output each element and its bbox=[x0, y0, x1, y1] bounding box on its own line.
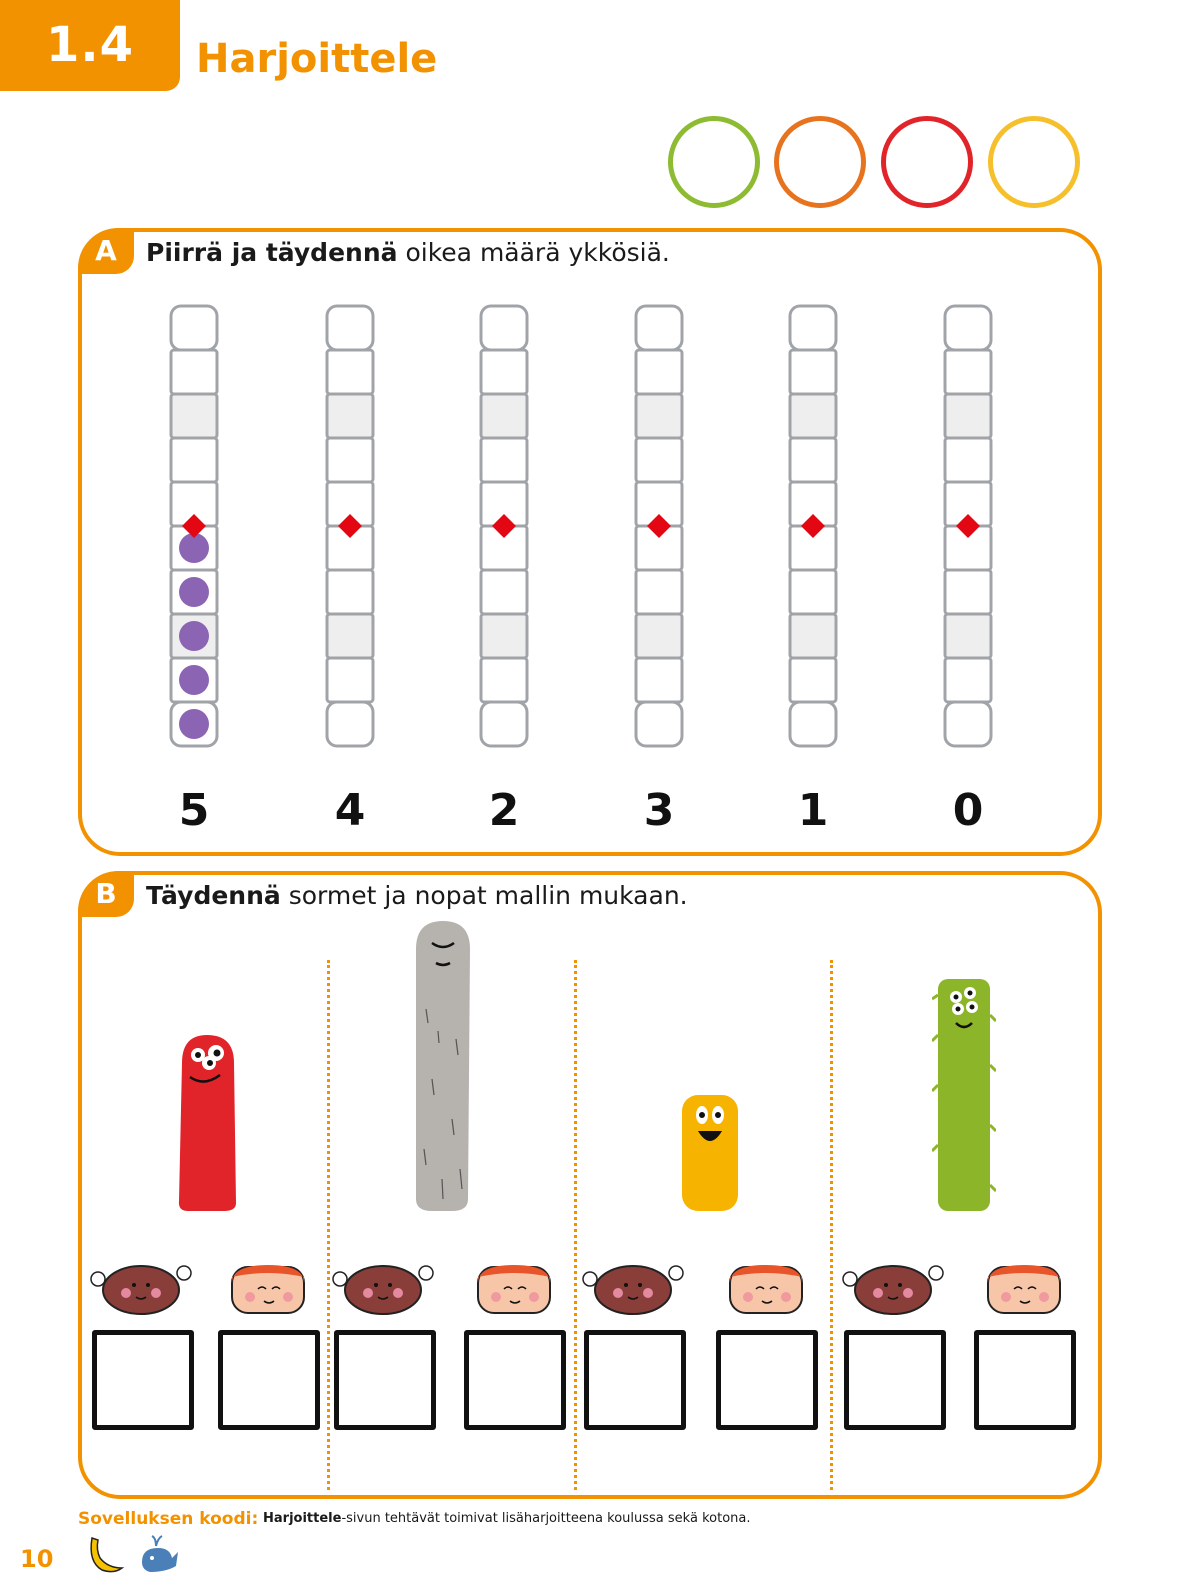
rod-cell[interactable] bbox=[327, 438, 373, 482]
rod-cell[interactable] bbox=[945, 614, 991, 658]
ten-rod[interactable] bbox=[790, 306, 836, 746]
red-monster-icon bbox=[174, 1033, 240, 1215]
rod-cell[interactable] bbox=[171, 306, 217, 350]
page-title: Harjoittele bbox=[196, 36, 438, 82]
answer-box[interactable] bbox=[334, 1330, 436, 1430]
rod-cell[interactable] bbox=[790, 438, 836, 482]
rod-number: 0 bbox=[952, 785, 984, 836]
grey-monster-icon bbox=[412, 919, 474, 1215]
rod-number: 4 bbox=[334, 785, 366, 836]
page-number: 10 bbox=[20, 1545, 54, 1573]
rod-cell[interactable] bbox=[790, 570, 836, 614]
unit-dot bbox=[179, 621, 209, 651]
green-monster-icon bbox=[932, 975, 996, 1215]
column-divider bbox=[574, 960, 577, 1490]
whale-icon bbox=[136, 1534, 180, 1576]
task-b-badge: B bbox=[78, 871, 134, 917]
answer-box[interactable] bbox=[584, 1330, 686, 1430]
rod-cell[interactable] bbox=[790, 306, 836, 350]
rod-cell[interactable] bbox=[636, 658, 682, 702]
rod-cell[interactable] bbox=[481, 438, 527, 482]
answer-box[interactable] bbox=[974, 1330, 1076, 1430]
rod-cell[interactable] bbox=[327, 394, 373, 438]
rod-cell[interactable] bbox=[790, 394, 836, 438]
ten-rod[interactable] bbox=[945, 306, 991, 746]
column-divider bbox=[327, 960, 330, 1490]
answer-box[interactable] bbox=[464, 1330, 566, 1430]
rod-cell[interactable] bbox=[327, 570, 373, 614]
rod-cell[interactable] bbox=[945, 438, 991, 482]
unit-dot bbox=[179, 665, 209, 695]
girl-face-icon bbox=[86, 1257, 196, 1317]
rod-cell[interactable] bbox=[945, 394, 991, 438]
boy-face-icon bbox=[710, 1257, 820, 1317]
rod-cell[interactable] bbox=[636, 306, 682, 350]
task-b-panel bbox=[78, 871, 1102, 1499]
rod-cell[interactable] bbox=[790, 658, 836, 702]
answer-box[interactable] bbox=[844, 1330, 946, 1430]
rod-cell[interactable] bbox=[636, 570, 682, 614]
rod-cell[interactable] bbox=[481, 350, 527, 394]
rod-number: 5 bbox=[178, 785, 210, 836]
girl-face-icon bbox=[838, 1257, 948, 1317]
task-a-badge: A bbox=[78, 228, 134, 274]
rod-cell[interactable] bbox=[171, 438, 217, 482]
ten-rod[interactable] bbox=[636, 306, 682, 746]
evaluation-circle-green[interactable] bbox=[668, 116, 760, 208]
rod-cell[interactable] bbox=[481, 702, 527, 746]
rod-cell[interactable] bbox=[636, 438, 682, 482]
rod-cell[interactable] bbox=[636, 350, 682, 394]
evaluation-circle-orange[interactable] bbox=[774, 116, 866, 208]
rod-cell[interactable] bbox=[481, 658, 527, 702]
rod-cell[interactable] bbox=[945, 570, 991, 614]
rod-cell[interactable] bbox=[481, 614, 527, 658]
answer-box[interactable] bbox=[716, 1330, 818, 1430]
rod-number: 3 bbox=[643, 785, 675, 836]
boy-face-icon bbox=[212, 1257, 322, 1317]
ten-rod[interactable] bbox=[171, 306, 217, 746]
evaluation-circle-red[interactable] bbox=[881, 116, 973, 208]
unit-dot bbox=[179, 577, 209, 607]
evaluation-circle-yellow[interactable] bbox=[988, 116, 1080, 208]
girl-face-icon bbox=[578, 1257, 688, 1317]
yellow-monster-icon bbox=[678, 1091, 742, 1215]
task-a-instruction: Piirrä ja täydennä oikea määrä ykkösiä. bbox=[146, 238, 670, 267]
rod-cell[interactable] bbox=[636, 702, 682, 746]
banana-icon bbox=[84, 1534, 126, 1576]
rod-cell[interactable] bbox=[636, 394, 682, 438]
rod-cell[interactable] bbox=[945, 658, 991, 702]
rod-number: 1 bbox=[797, 785, 829, 836]
rod-cell[interactable] bbox=[327, 350, 373, 394]
rod-cell[interactable] bbox=[481, 394, 527, 438]
task-a-panel bbox=[78, 228, 1102, 856]
rod-cell[interactable] bbox=[481, 306, 527, 350]
footer-note: Harjoittele-sivun tehtävät toimivat lisäharjoitteena koulussa sekä kotona. bbox=[263, 1511, 751, 1526]
ten-rod[interactable] bbox=[481, 306, 527, 746]
rod-cell[interactable] bbox=[945, 702, 991, 746]
rod-number: 2 bbox=[488, 785, 520, 836]
lesson-number: 1.4 bbox=[0, 0, 180, 91]
rod-cell[interactable] bbox=[171, 394, 217, 438]
rod-cell[interactable] bbox=[327, 306, 373, 350]
rod-cell[interactable] bbox=[945, 350, 991, 394]
rod-cell[interactable] bbox=[790, 614, 836, 658]
rod-cell[interactable] bbox=[327, 614, 373, 658]
rod-cell[interactable] bbox=[171, 350, 217, 394]
rod-cell[interactable] bbox=[327, 658, 373, 702]
answer-box[interactable] bbox=[218, 1330, 320, 1430]
rod-cell[interactable] bbox=[327, 702, 373, 746]
rod-cell[interactable] bbox=[945, 306, 991, 350]
answer-box[interactable] bbox=[92, 1330, 194, 1430]
task-b-instruction: Täydennä sormet ja nopat mallin mukaan. bbox=[146, 881, 688, 910]
unit-dot bbox=[179, 709, 209, 739]
ten-rods bbox=[82, 232, 1098, 852]
ten-rod[interactable] bbox=[327, 306, 373, 746]
app-code-label: Sovelluksen koodi: bbox=[78, 1509, 259, 1529]
boy-face-icon bbox=[458, 1257, 568, 1317]
column-divider bbox=[830, 960, 833, 1490]
rod-cell[interactable] bbox=[636, 614, 682, 658]
rod-cell[interactable] bbox=[790, 350, 836, 394]
girl-face-icon bbox=[328, 1257, 438, 1317]
rod-cell[interactable] bbox=[481, 570, 527, 614]
rod-cell[interactable] bbox=[790, 702, 836, 746]
boy-face-icon bbox=[968, 1257, 1078, 1317]
